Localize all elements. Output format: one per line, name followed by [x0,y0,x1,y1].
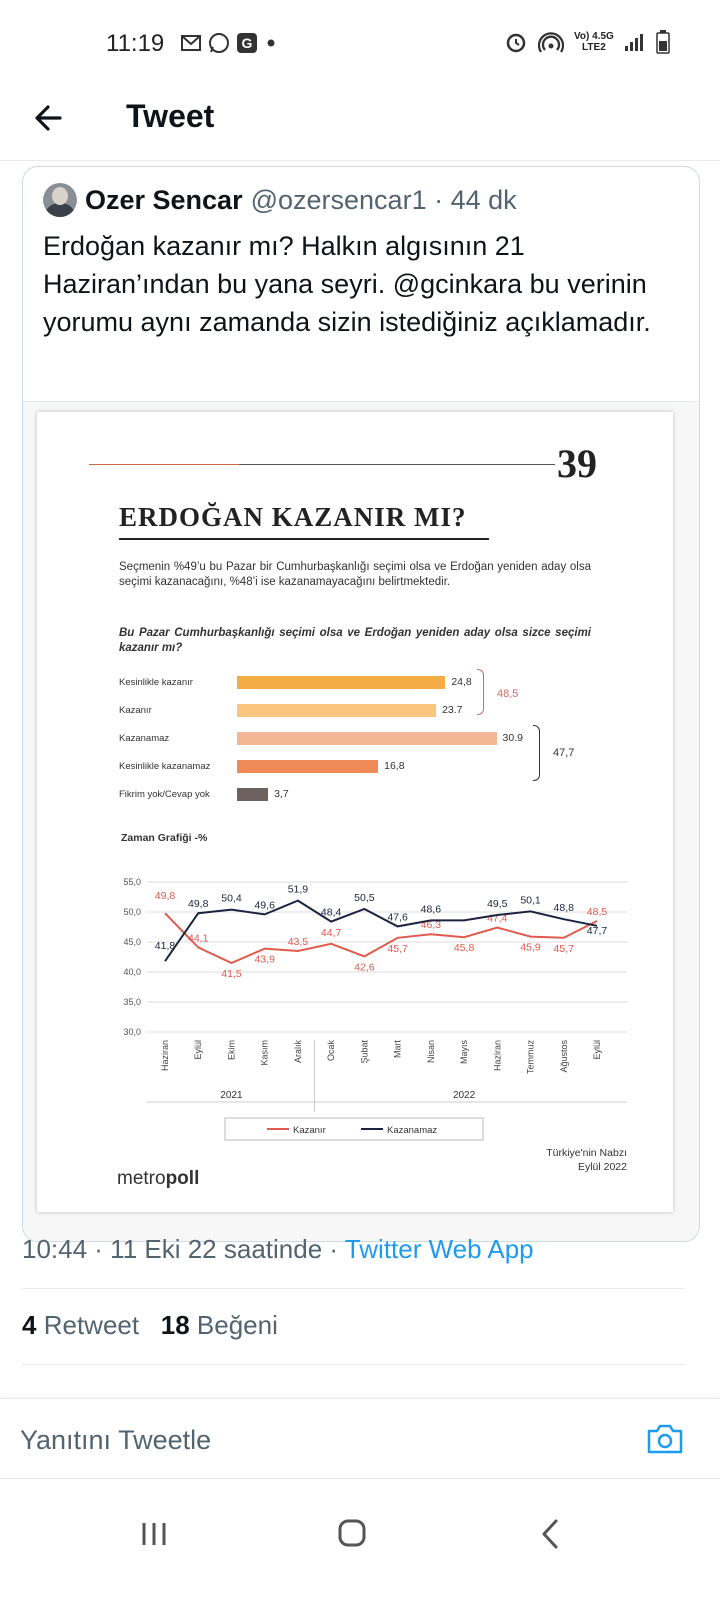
year-label: 2021 [220,1090,243,1101]
home-button[interactable] [322,1509,382,1559]
x-tick-label: Eylül [592,1040,602,1060]
tweet-text: Erdoğan kazanır mı? Halkın algısının 21 Haziran’ından bu yana seyri. @gcinkara bu verinin yorumu aynı zamanda sizin istediğiniz açıklamadır. [43,231,651,337]
gmail-icon [180,34,202,52]
x-tick-label: Mayıs [459,1040,470,1065]
home-icon [322,1509,382,1559]
x-tick-label: Mart [392,1040,403,1058]
y-tick-label: 55,0 [123,877,141,887]
data-label: 43,5 [287,936,309,948]
page-number: 39 [557,441,597,486]
x-tick-label: Eylül [193,1040,204,1060]
like-label[interactable]: Beğeni [196,1310,278,1340]
data-label: 47,6 [387,911,408,924]
report-page [37,412,673,1212]
reply-bar [0,1398,720,1479]
data-label: 42,6 [354,961,375,974]
year-label: 2022 [452,1090,476,1101]
recents-icon [124,1509,184,1559]
back-button[interactable] [30,98,70,138]
x-tick-label: Ağustos [558,1040,569,1073]
status-bar [0,0,720,72]
y-tick-label: 45,0 [123,937,141,947]
bar-label: Kesinlikle kazanamaz [119,761,211,772]
battery-icon [656,30,670,54]
bar-value-label: 30.9 [502,732,523,744]
y-tick-label: 30,0 [123,1027,141,1037]
x-tick-label: Haziran [160,1040,170,1072]
quoted-tweet-card[interactable] [22,166,700,1242]
x-tick-label: Ocak [326,1040,337,1062]
page-title: Tweet [126,98,215,134]
data-label: 51,9 [287,883,309,896]
bar-value-label: 3,7 [274,788,289,800]
chevron-left-icon [520,1509,580,1559]
bar-label: Kazanamaz [119,733,170,744]
metropoll-logo: metropoll [117,1168,200,1189]
recent-apps-button[interactable] [124,1509,184,1559]
data-label: 43,9 [254,953,275,966]
signal-icon [624,32,646,52]
bar-value-label: 23.7 [442,704,463,716]
divider [22,1288,686,1289]
x-tick-label: Ekim [226,1040,237,1060]
legend-label: Kazanır [293,1125,326,1136]
data-label: 45,7 [387,942,408,955]
report-title: ERDOĞAN KAZANIR MI? [119,502,467,532]
data-label: 50,4 [221,892,242,905]
data-label: 50,1 [520,894,541,907]
system-nav-bar [0,1478,720,1601]
series-line [165,913,597,963]
data-label: 44,7 [320,926,342,939]
x-tick-label: Temmuz [525,1040,536,1075]
data-label: 48,8 [553,902,574,915]
data-label: 45,8 [453,942,475,955]
alarm-icon [504,30,528,54]
bar-label: Kazanır [119,705,152,716]
data-label: 49,6 [254,899,275,912]
data-label: 44,1 [188,932,209,945]
tweet-image[interactable] [23,401,699,1242]
bar-value-label: 16,8 [384,760,405,772]
retweet-label[interactable]: Retweet [43,1310,140,1340]
y-tick-label: 35,0 [123,997,141,1007]
status-time: 11:19 [106,30,165,57]
report-summary: Seçmenin %49’u bu Pazar bir Cumhurbaşkanlığı seçimi olsa ve Erdoğan yeniden aday olsa seçimi kazanacağını, %48’i ise kazanamayacağını belirtmektedir. [119,561,591,588]
notification-icons [180,32,278,54]
x-tick-label: Aralık [292,1040,303,1064]
arrow-left-icon [30,98,70,138]
author-name[interactable]: Ozer Sencar [85,184,243,215]
tweet-stats [22,1310,278,1341]
y-tick-label: 50,0 [123,907,141,917]
tweet-author-row [43,183,517,217]
data-label: 49,8 [188,898,209,911]
hotspot-icon [538,30,564,54]
retweet-count[interactable]: 4 [22,1310,37,1340]
group-total-lose: 47,7 [553,747,575,759]
google-icon [236,32,258,54]
camera-button[interactable] [646,1423,684,1455]
data-label: 49,8 [154,890,176,903]
data-label: 48,6 [420,903,442,916]
system-icons [504,30,670,54]
data-label: 49,5 [487,898,508,910]
top-app-bar [0,80,720,161]
legend-label: Kazanamaz [387,1125,438,1136]
bar-value-label: 24,8 [451,676,472,688]
bar-label: Kesinlikle kazanır [119,677,193,688]
time-chart-label: Zaman Grafiği -% [121,832,208,844]
avatar[interactable] [43,183,77,217]
report-question: Bu Pazar Cumhurbaşkanlığı seçimi olsa ve Erdoğan yeniden aday olsa sizce seçimi kazanır mı? [119,627,591,654]
back-nav-button[interactable] [520,1509,580,1559]
whatsapp-icon [208,32,230,54]
dot-icon [264,36,278,50]
camera-icon [646,1423,684,1455]
tweet-timestamp: 10:44 · 11 Eki 22 saatinde · Twitter Web App [22,1234,534,1264]
data-label: 47,7 [586,924,608,937]
data-label: 45,9 [520,941,541,954]
x-tick-label: Şubat [359,1040,370,1064]
data-label: 50,5 [354,892,375,904]
report-source: Türkiye'nin Nabzı Eylül 2022 [546,1147,627,1173]
x-tick-label: Kasım [259,1040,270,1066]
like-count[interactable]: 18 [160,1310,190,1340]
author-handle: @ozersencar1 · 44 dk [250,184,517,215]
data-label: 46,3 [420,919,442,932]
x-tick-label: Haziran [492,1040,503,1072]
y-tick-label: 40,0 [123,967,141,977]
network-type: Vo) 4.5G LTE2 [574,31,614,53]
data-label: 41,8 [154,940,176,953]
line-chart [37,412,673,1212]
bar-label: Fikrim yok/Cevap yok [119,789,210,800]
x-tick-label: Nisan [425,1040,436,1064]
data-label: 41,5 [221,968,242,980]
data-label: 47,4 [487,912,508,925]
legend-box [225,1118,483,1140]
reply-input[interactable]: Yanıtını Tweetle [20,1425,212,1455]
data-label: 45,7 [553,942,574,955]
data-label: 48,4 [320,906,342,919]
group-total-win: 48,5 [497,688,519,700]
source-app-link[interactable]: Twitter Web App [344,1234,534,1264]
data-label: 48,5 [586,906,608,918]
svg-text:G: G [241,35,253,51]
divider [22,1364,686,1365]
